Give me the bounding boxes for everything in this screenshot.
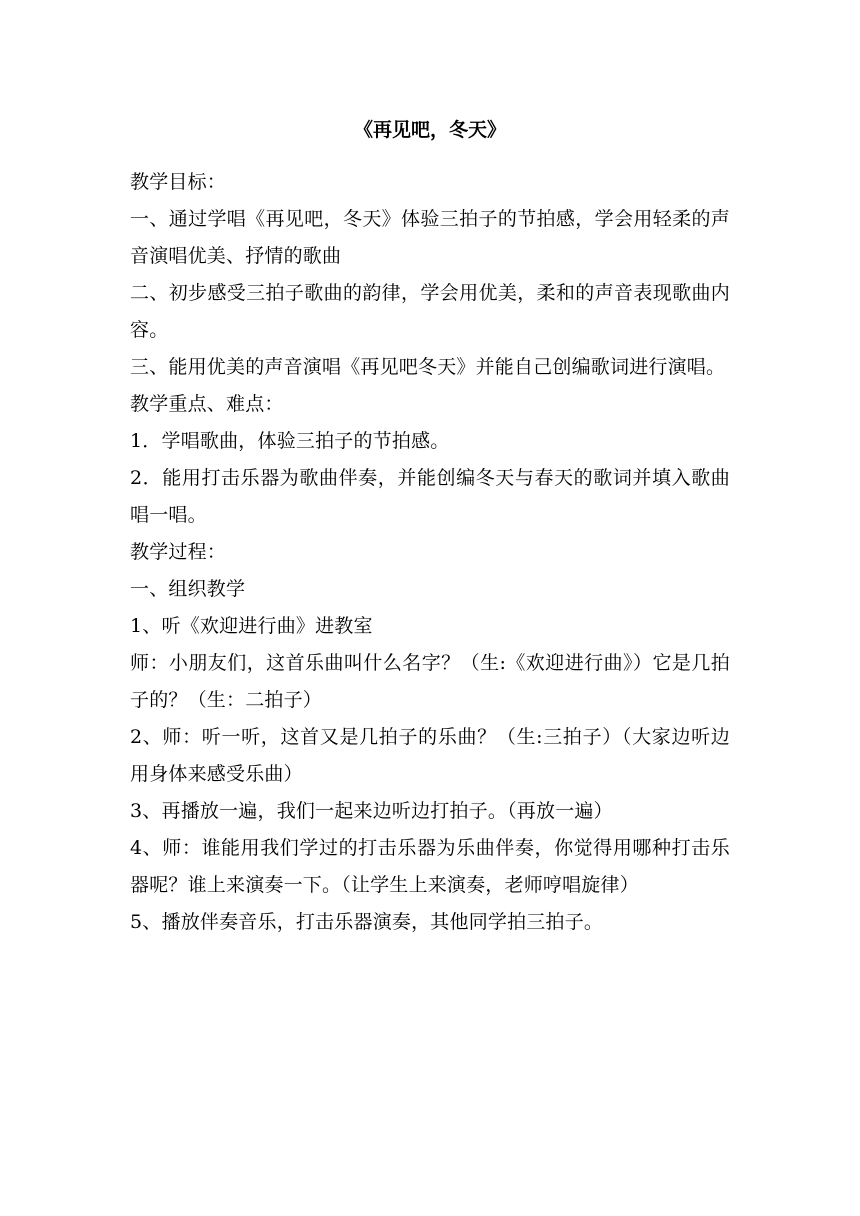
process-step-3: 3、再播放一遍，我们一起来边听边打拍子。（再放一遍） (130, 800, 613, 822)
process-step-2: 2、师：听一听，这首又是几拍子的乐曲？（生:三拍子）（大家边听边用身体来感受乐曲） (130, 726, 730, 785)
process-step-4: 4、师：谁能用我们学过的打击乐器为乐曲伴奏，你觉得用哪种打击乐器呢？谁上来演奏一下。（让学生上来演奏，老师哼唱旋律） (130, 837, 730, 896)
document-page (130, 118, 730, 941)
section-heading-objectives: 教学目标： (130, 171, 227, 193)
section-heading-process: 教学过程： (130, 541, 227, 563)
objective-3: 三、能用优美的声音演唱《再见吧冬天》并能自己创编歌词进行演唱。 (130, 356, 726, 378)
process-step-5: 5、播放伴奏音乐，打击乐器演奏，其他同学拍三拍子。 (130, 911, 604, 933)
section-heading-key-points: 教学重点、难点： (130, 393, 284, 415)
process-dialogue-1: 师：小朋友们，这首乐曲叫什么名字？（生:《欢迎进行曲》）它是几拍子的？（生：二拍子） (130, 652, 730, 711)
objective-1: 一、通过学唱《再见吧，冬天》体验三拍子的节拍感，学会用轻柔的声音演唱优美、抒情的歌曲 (130, 208, 730, 267)
key-point-2: 2．能用打击乐器为歌曲伴奏，并能创编冬天与春天的歌词并填入歌曲唱一唱。 (130, 467, 730, 526)
key-point-1: 1．学唱歌曲，体验三拍子的节拍感。 (130, 430, 450, 452)
process-step-heading: 一、组织教学 (130, 578, 246, 600)
document-title: 《再见吧，冬天》 (353, 119, 506, 141)
objective-2: 二、初步感受三拍子歌曲的韵律，学会用优美，柔和的声音表现歌曲内容。 (130, 282, 730, 341)
process-step-1: 1、听《欢迎进行曲》进教室 (130, 615, 373, 637)
